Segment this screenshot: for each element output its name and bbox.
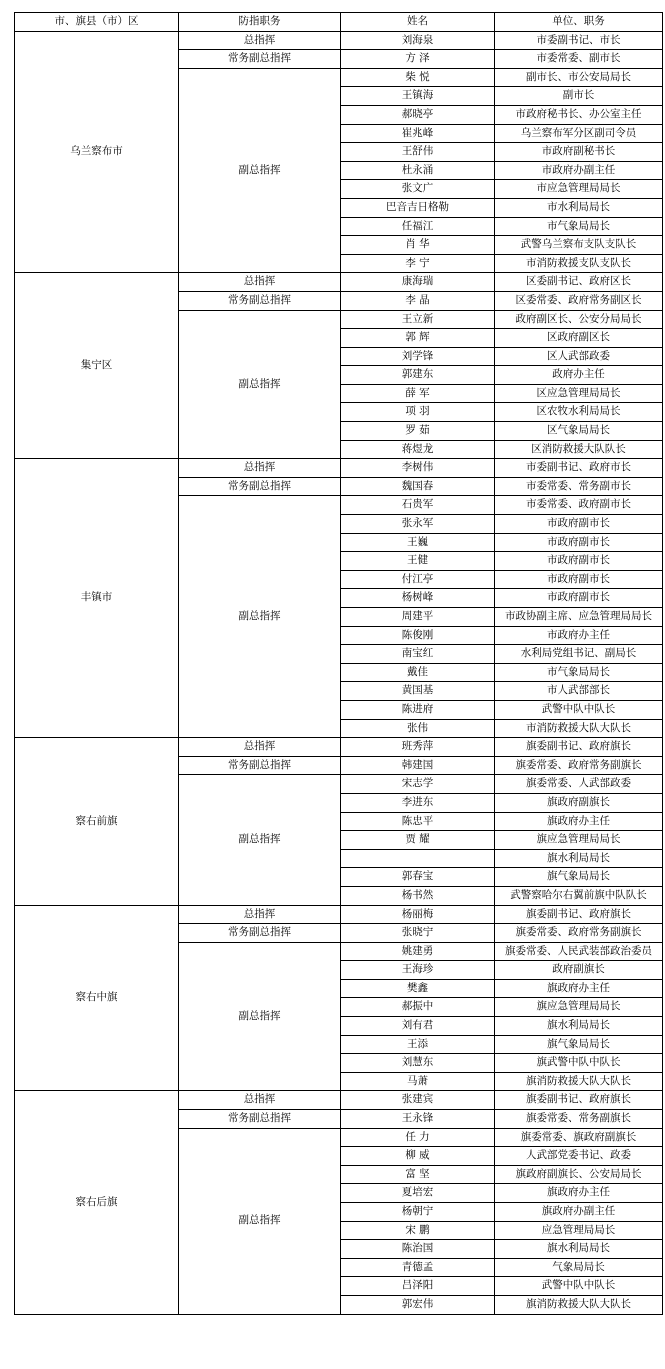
unit-position-cell: 旗委常委、政府常务副旗长 [495,756,663,775]
table-row [15,905,663,924]
unit-position-cell: 旗政府副旗长 [495,793,663,812]
region-cell: 察右后旗 [15,1091,179,1314]
unit-position-cell: 气象局局长 [495,1258,663,1277]
header-region: 市、旗县（市）区 [15,13,179,32]
unit-position-cell: 区委副书记、政府区长 [495,273,663,292]
unit-position-cell: 市政府副市长 [495,533,663,552]
person-name-cell: 柳 威 [341,1147,495,1166]
person-name-cell: 陈进府 [341,700,495,719]
role-cell: 副总指挥 [179,942,341,1091]
unit-position-cell: 旗水利局局长 [495,849,663,868]
person-name-cell: 郝晓亭 [341,105,495,124]
person-name-cell: 南宝红 [341,645,495,664]
table-row [15,459,663,478]
unit-position-cell: 市应急管理局局长 [495,180,663,199]
unit-position-cell: 政府副区长、公安分局局长 [495,310,663,329]
person-name-cell: 黄国基 [341,682,495,701]
person-name-cell: 宋志学 [341,775,495,794]
unit-position-cell: 旗应急管理局局长 [495,998,663,1017]
person-name-cell: 张建宾 [341,1091,495,1110]
unit-position-cell: 市消防救援大队大队长 [495,719,663,738]
person-name-cell: 刘慧东 [341,1054,495,1073]
unit-position-cell: 市委副书记、市长 [495,31,663,50]
unit-position-cell: 旗水利局局长 [495,1017,663,1036]
person-name-cell: 项 羽 [341,403,495,422]
commander-roster-table [14,12,663,1315]
person-name-cell: 李进东 [341,793,495,812]
person-name-cell: 柴 悦 [341,68,495,87]
person-name-cell: 陈俊刚 [341,626,495,645]
unit-position-cell: 旗武警中队中队长 [495,1054,663,1073]
person-name-cell: 罗 茹 [341,422,495,441]
role-cell: 副总指挥 [179,1128,341,1314]
person-name-cell: 巴音吉日格勒 [341,198,495,217]
region-cell: 乌兰察布市 [15,31,179,273]
unit-position-cell: 区农牧水利局局长 [495,403,663,422]
unit-position-cell: 区应急管理局局长 [495,384,663,403]
role-cell: 总指挥 [179,31,341,50]
person-name-cell: 吕泽阳 [341,1277,495,1296]
person-name-cell: 张文广 [341,180,495,199]
person-name-cell: 李 宁 [341,254,495,273]
unit-position-cell: 旗水利局局长 [495,1240,663,1259]
unit-position-cell: 市政府副秘书长 [495,143,663,162]
unit-position-cell: 区消防救援大队队长 [495,440,663,459]
person-name-cell: 任福江 [341,217,495,236]
header-unit: 单位、职务 [495,13,663,32]
header-name: 姓名 [341,13,495,32]
unit-position-cell: 市政府副市长 [495,552,663,571]
unit-position-cell: 旗政府办副主任 [495,1203,663,1222]
roster-body [15,31,663,1314]
role-cell: 常务副总指挥 [179,50,341,69]
region-cell: 集宁区 [15,273,179,459]
person-name-cell: 杨树峰 [341,589,495,608]
unit-position-cell: 旗委常委、人武部政委 [495,775,663,794]
unit-position-cell: 武警中队中队长 [495,1277,663,1296]
unit-position-cell: 区政府副区长 [495,329,663,348]
unit-position-cell: 市委常委、副市长 [495,50,663,69]
unit-position-cell: 旗消防救援大队大队长 [495,1295,663,1314]
person-name-cell: 王健 [341,552,495,571]
unit-position-cell: 旗委常委、政府常务副旗长 [495,924,663,943]
unit-position-cell: 旗气象局局长 [495,1035,663,1054]
person-name-cell: 陈忠平 [341,812,495,831]
person-name-cell: 郭 辉 [341,329,495,348]
unit-position-cell: 应急管理局局长 [495,1221,663,1240]
role-cell: 常务副总指挥 [179,291,341,310]
unit-position-cell: 副市长 [495,87,663,106]
unit-position-cell: 区委常委、政府常务副区长 [495,291,663,310]
unit-position-cell: 旗委常委、常务副旗长 [495,1110,663,1129]
unit-position-cell: 市政府办主任 [495,626,663,645]
person-name-cell: 杨朝宁 [341,1203,495,1222]
person-name-cell: 付江亭 [341,570,495,589]
person-name-cell: 王立新 [341,310,495,329]
person-name-cell: 张永军 [341,515,495,534]
person-name-cell: 王镇海 [341,87,495,106]
unit-position-cell: 乌兰察布军分区副司令员 [495,124,663,143]
person-name-cell: 石贵军 [341,496,495,515]
region-cell: 察右中旗 [15,905,179,1091]
person-name-cell: 李 晶 [341,291,495,310]
person-name-cell: 杜永涌 [341,161,495,180]
person-name-cell: 周建平 [341,608,495,627]
person-name-cell: 康海瑞 [341,273,495,292]
unit-position-cell: 旗政府办主任 [495,812,663,831]
unit-position-cell: 市政府办副主任 [495,161,663,180]
unit-position-cell: 旗应急管理局局长 [495,831,663,850]
role-cell: 总指挥 [179,273,341,292]
person-name-cell: 王添 [341,1035,495,1054]
unit-position-cell: 区人武部政委 [495,347,663,366]
table-row [15,1091,663,1110]
unit-position-cell: 市人武部部长 [495,682,663,701]
person-name-cell: 王海珍 [341,961,495,980]
unit-position-cell: 旗政府办主任 [495,1184,663,1203]
unit-position-cell: 副市长、市公安局局长 [495,68,663,87]
unit-position-cell: 市气象局局长 [495,663,663,682]
person-name-cell: 刘有君 [341,1017,495,1036]
unit-position-cell: 市政府副市长 [495,589,663,608]
unit-position-cell: 市委常委、政府副市长 [495,496,663,515]
person-name-cell: 青德孟 [341,1258,495,1277]
person-name-cell: 刘学锋 [341,347,495,366]
unit-position-cell: 旗委副书记、政府旗长 [495,1091,663,1110]
region-cell: 丰镇市 [15,459,179,738]
unit-position-cell: 旗委副书记、政府旗长 [495,738,663,757]
unit-position-cell: 武警察哈尔右翼前旗中队队长 [495,886,663,905]
person-name-cell: 富 坚 [341,1165,495,1184]
unit-position-cell: 旗委常委、旗政府副旗长 [495,1128,663,1147]
unit-position-cell: 人武部党委书记、政委 [495,1147,663,1166]
unit-position-cell: 旗委常委、人民武装部政治委员 [495,942,663,961]
table-row [15,738,663,757]
person-name-cell: 薛 军 [341,384,495,403]
table-row [15,31,663,50]
person-name-cell: 肖 华 [341,236,495,255]
header-role: 防指职务 [179,13,341,32]
unit-position-cell: 市政府副市长 [495,515,663,534]
person-name-cell: 班秀萍 [341,738,495,757]
person-name-cell: 韩建国 [341,756,495,775]
person-name-cell: 蒋煜龙 [341,440,495,459]
unit-position-cell: 旗消防救援大队大队长 [495,1072,663,1091]
person-name-cell: 郭建东 [341,366,495,385]
person-name-cell: 王永锋 [341,1110,495,1129]
role-cell: 副总指挥 [179,496,341,738]
unit-position-cell: 旗气象局局长 [495,868,663,887]
unit-position-cell: 市委副书记、政府市长 [495,459,663,478]
role-cell: 常务副总指挥 [179,1110,341,1129]
role-cell: 总指挥 [179,1091,341,1110]
table-row [15,273,663,292]
person-name-cell: 崔兆峰 [341,124,495,143]
role-cell: 副总指挥 [179,775,341,905]
header-row [15,13,663,32]
role-cell: 副总指挥 [179,68,341,273]
unit-position-cell: 武警中队中队长 [495,700,663,719]
person-name-cell: 郭宏伟 [341,1295,495,1314]
unit-position-cell: 政府副旗长 [495,961,663,980]
region-cell: 察右前旗 [15,738,179,905]
unit-position-cell: 市委常委、常务副市长 [495,477,663,496]
person-name-cell: 王巍 [341,533,495,552]
unit-position-cell: 武警乌兰察布支队支队长 [495,236,663,255]
person-name-cell: 郝振中 [341,998,495,1017]
unit-position-cell: 旗政府副旗长、公安局局长 [495,1165,663,1184]
unit-position-cell: 市政府副市长 [495,570,663,589]
unit-position-cell: 市政协副主席、应急管理局局长 [495,608,663,627]
person-name-cell [341,849,495,868]
role-cell: 副总指挥 [179,310,341,459]
unit-position-cell: 旗政府办主任 [495,979,663,998]
person-name-cell: 姚建勇 [341,942,495,961]
person-name-cell: 马萧 [341,1072,495,1091]
person-name-cell: 张伟 [341,719,495,738]
role-cell: 常务副总指挥 [179,924,341,943]
role-cell: 总指挥 [179,459,341,478]
person-name-cell: 任 力 [341,1128,495,1147]
person-name-cell: 杨书然 [341,886,495,905]
unit-position-cell: 政府办主任 [495,366,663,385]
person-name-cell: 刘海泉 [341,31,495,50]
person-name-cell: 夏培宏 [341,1184,495,1203]
person-name-cell: 李树伟 [341,459,495,478]
person-name-cell: 樊鑫 [341,979,495,998]
person-name-cell: 方 泽 [341,50,495,69]
unit-position-cell: 市气象局局长 [495,217,663,236]
person-name-cell: 戴佳 [341,663,495,682]
person-name-cell: 魏国春 [341,477,495,496]
person-name-cell: 陈治国 [341,1240,495,1259]
person-name-cell: 宋 鹏 [341,1221,495,1240]
person-name-cell: 贾 耀 [341,831,495,850]
role-cell: 总指挥 [179,738,341,757]
person-name-cell: 郭春宝 [341,868,495,887]
unit-position-cell: 市水利局局长 [495,198,663,217]
role-cell: 总指挥 [179,905,341,924]
person-name-cell: 张晓宁 [341,924,495,943]
role-cell: 常务副总指挥 [179,477,341,496]
role-cell: 常务副总指挥 [179,756,341,775]
unit-position-cell: 市政府秘书长、办公室主任 [495,105,663,124]
unit-position-cell: 水利局党组书记、副局长 [495,645,663,664]
person-name-cell: 杨丽梅 [341,905,495,924]
person-name-cell: 王舒伟 [341,143,495,162]
unit-position-cell: 市消防救援支队支队长 [495,254,663,273]
unit-position-cell: 区气象局局长 [495,422,663,441]
unit-position-cell: 旗委副书记、政府旗长 [495,905,663,924]
